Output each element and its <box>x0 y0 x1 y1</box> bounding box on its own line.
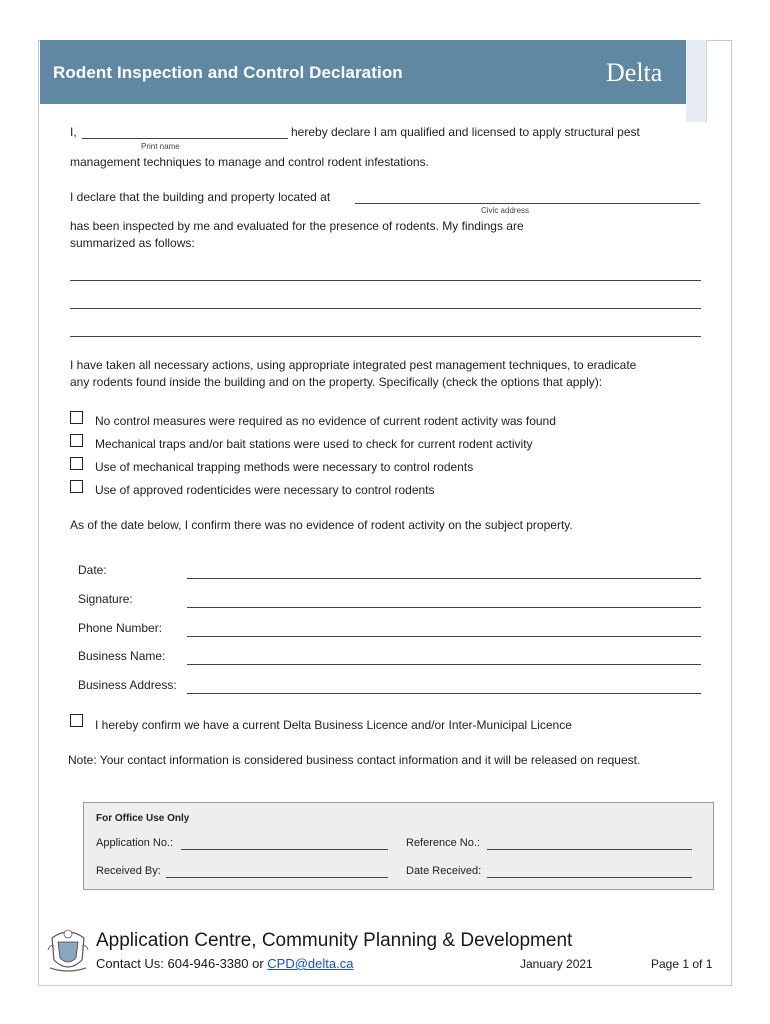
option-checkbox-1[interactable] <box>70 411 83 424</box>
reference-no-label: Reference No.: <box>406 837 480 849</box>
building-text: I declare that the building and property located at <box>70 190 331 204</box>
date-field[interactable] <box>187 578 701 579</box>
option-label-2: Mechanical traps and/or bait stations were used to check for current rodent activity <box>95 437 533 451</box>
business-name-field[interactable] <box>187 664 701 665</box>
form-title: Rodent Inspection and Control Declaration <box>53 63 403 82</box>
note-text: Note: Your contact information is considered business contact information and it will be released on request. <box>68 753 641 767</box>
findings-line-3[interactable] <box>70 336 701 337</box>
findings-line-1[interactable] <box>70 280 701 281</box>
date-received-field[interactable] <box>487 877 692 878</box>
contact-label: Contact Us: 604-946-3380 or <box>96 956 264 971</box>
inspected-text-1: has been inspected by me and evaluated for the presence of rodents. My findings are <box>70 219 524 233</box>
phone-field[interactable] <box>187 636 701 637</box>
phone-label: Phone Number: <box>78 621 163 635</box>
footer-contact <box>96 956 353 971</box>
i-prefix: I, <box>70 125 77 139</box>
print-name-field[interactable] <box>82 138 288 139</box>
licence-label: I hereby confirm we have a current Delta Business Licence and/or Inter-Municipal Licence <box>95 718 572 732</box>
application-no-label: Application No.: <box>96 837 174 849</box>
date-received-label: Date Received: <box>406 865 482 877</box>
findings-line-2[interactable] <box>70 308 701 309</box>
inspected-text-2: summarized as follows: <box>70 236 195 250</box>
footer-title: Application Centre, Community Planning & Development <box>96 930 573 951</box>
received-by-label: Received By: <box>96 865 161 877</box>
received-by-field[interactable] <box>166 877 388 878</box>
office-use-title: For Office Use Only <box>96 813 190 824</box>
actions-text-1: I have taken all necessary actions, using appropriate integrated pest management techniques, to eradicate <box>70 358 637 372</box>
signature-field[interactable] <box>187 607 701 608</box>
business-name-label: Business Name: <box>78 649 166 663</box>
business-address-field[interactable] <box>187 693 701 694</box>
delta-logo: Delta <box>606 58 663 87</box>
option-checkbox-3[interactable] <box>70 457 83 470</box>
print-name-caption: Print name <box>141 142 180 151</box>
option-label-3: Use of mechanical trapping methods were necessary to control rodents <box>95 460 474 474</box>
page-number: Page 1 of 1 <box>651 957 713 971</box>
application-no-field[interactable] <box>181 849 388 850</box>
civic-address-field[interactable] <box>355 203 700 204</box>
actions-text-2: any rodents found inside the building and on the property. Specifically (check the options that apply): <box>70 375 603 389</box>
civic-address-caption: Civic address <box>481 206 530 215</box>
reference-no-field[interactable] <box>487 849 692 850</box>
licence-checkbox[interactable] <box>70 714 83 727</box>
option-checkbox-2[interactable] <box>70 434 83 447</box>
business-address-label: Business Address: <box>78 678 177 692</box>
qualified-text: hereby declare I am qualified and licensed to apply structural pest <box>291 125 640 139</box>
option-label-1: No control measures were required as no evidence of current rodent activity was found <box>95 414 556 428</box>
option-checkbox-4[interactable] <box>70 480 83 493</box>
header-banner-tail <box>686 40 707 122</box>
delta-crest-icon <box>46 924 90 976</box>
option-label-4: Use of approved rodenticides were necessary to control rodents <box>95 483 435 497</box>
management-text: management techniques to manage and control rodent infestations. <box>70 155 429 169</box>
date-label: Date: <box>78 563 107 577</box>
confirm-text: As of the date below, I confirm there was no evidence of rodent activity on the subject property. <box>70 518 573 532</box>
footer-date: January 2021 <box>520 957 593 971</box>
signature-label: Signature: <box>78 592 133 606</box>
email-link[interactable]: CPD@delta.ca <box>267 956 354 971</box>
